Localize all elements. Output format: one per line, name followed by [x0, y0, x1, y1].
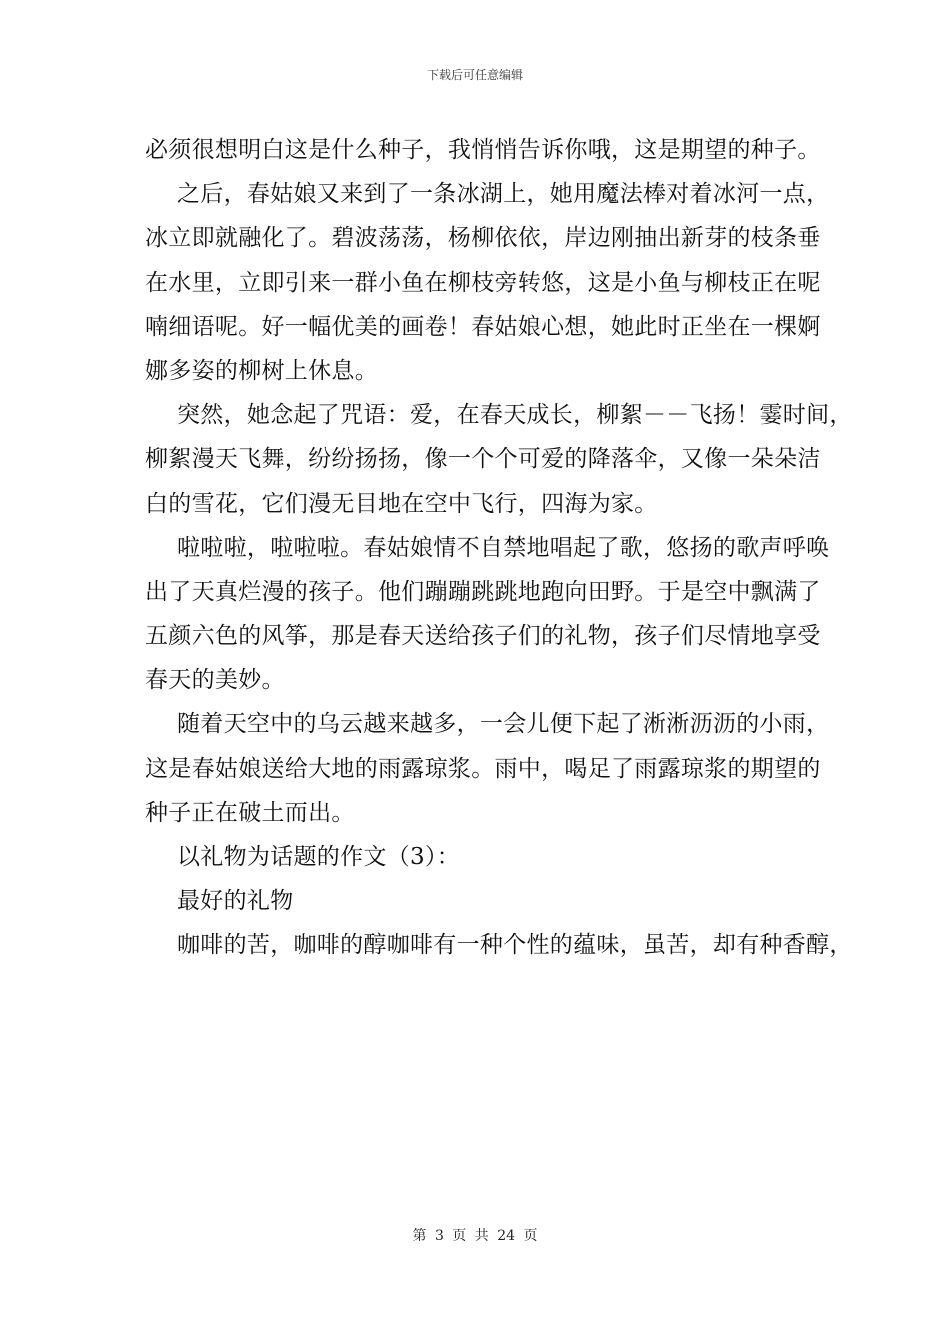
text-line: 春天的美妙。: [145, 667, 285, 694]
page-header: 下载后可任意编辑: [426, 68, 523, 82]
text-line: 出了天真烂漫的孩子。他们蹦蹦跳跳地跑向田野。于是空中飘满了: [145, 578, 821, 605]
page-footer: 第 3 页 共 24 页: [412, 1228, 538, 1244]
text-line: 这是春姑娘送给大地的雨露琼浆。雨中，喝足了雨露琼浆的期望的: [145, 755, 821, 782]
text-line: 冰立即就融化了。碧波荡荡，杨柳依依，岸边刚抽出新芽的枝条垂: [145, 225, 821, 252]
paragraph-start-line: 随着天空中的乌云越来越多，一会儿便下起了淅淅沥沥的小雨，: [177, 711, 830, 738]
paragraph-start-line: 突然，她念起了咒语：爱，在春天成长，柳絮－－飞扬！霎时间，: [177, 402, 853, 429]
section-heading: 以礼物为话题的作文（3）：: [177, 844, 461, 870]
document-body: [145, 128, 853, 968]
text-line: 种子正在破土而出。: [145, 799, 355, 826]
text-line: 柳絮漫天飞舞，纷纷扬扬，像一个个可爱的降落伞，又像一朵朵洁: [145, 446, 821, 473]
paragraph-start-line: 之后，春姑娘又来到了一条冰湖上，她用魔法棒对着冰河一点，: [177, 181, 830, 208]
text-line: 喃细语呢。好一幅优美的画卷！春姑娘心想，她此时正坐在一棵婀: [145, 313, 821, 340]
text-line: 必须很想明白这是什么种子，我悄悄告诉你哦，这是期望的种子。: [145, 137, 821, 163]
text-line: 娜多姿的柳树上休息。: [145, 357, 378, 384]
paragraph-start-line: 咖啡的苦，咖啡的醇咖啡有一种个性的蕴味，虽苦，却有种香醇，: [177, 932, 853, 959]
text-line: 在水里，立即引来一群小鱼在柳枝旁转悠，这是小鱼与柳枝正在呢: [145, 269, 821, 296]
text-line: 五颜六色的风筝，那是春天送给孩子们的礼物，孩子们尽情地享受: [145, 623, 821, 650]
paragraph-start-line: 啦啦啦，啦啦啦。春姑娘情不自禁地唱起了歌，悠扬的歌声呼唤: [177, 534, 830, 561]
essay-title: 最好的礼物: [177, 888, 294, 915]
text-line: 白的雪花，它们漫无目地在空中飞行，四海为家。: [145, 490, 658, 517]
